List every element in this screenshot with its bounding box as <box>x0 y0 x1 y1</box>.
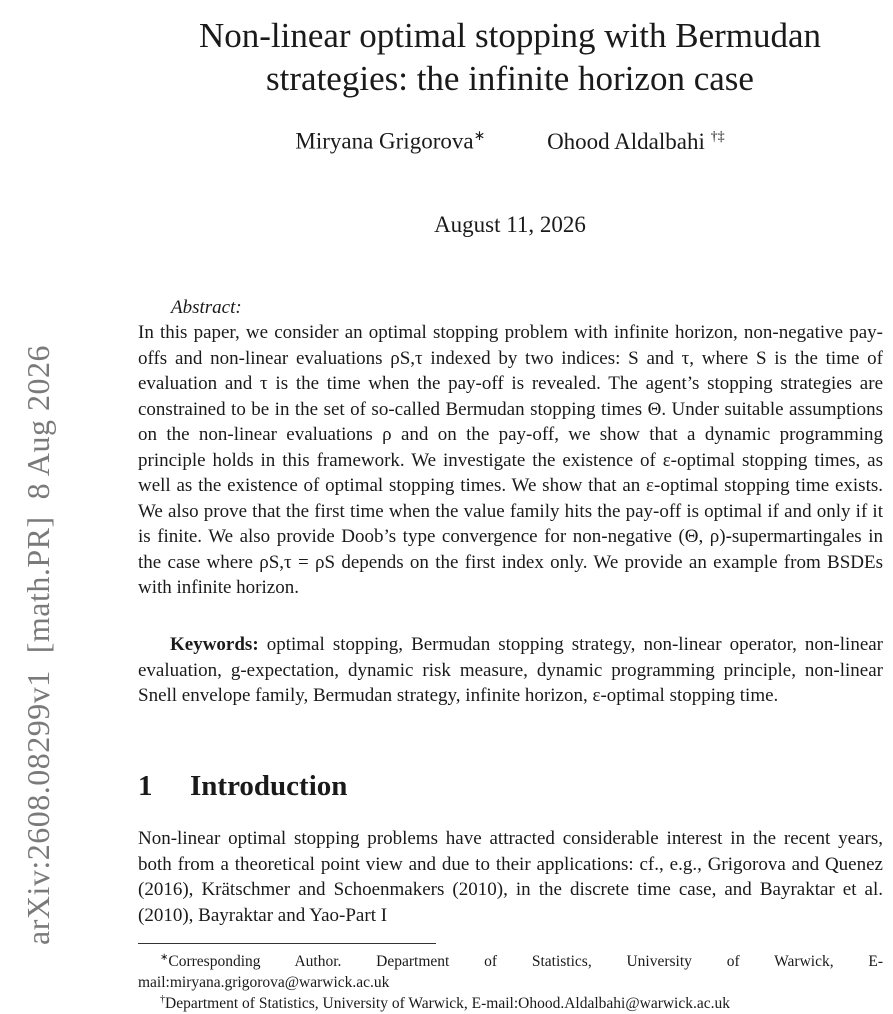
keywords-text: optimal stopping, Bermudan stopping strategy, non-linear operator, non-linear evaluation, g-expectation, dynamic risk measure, dynamic programming principle, non-linear Snell envelope family, Bermudan strategy, infinite horizon, ε-optimal stopping time. <box>138 634 884 706</box>
section-number: 1 <box>138 770 153 802</box>
footnote-mark: ∗ <box>160 952 169 963</box>
abstract-label: Abstract: <box>171 297 242 318</box>
paper-date: August 11, 2026 <box>434 212 586 237</box>
author-marks: ∗ <box>473 129 486 144</box>
author-2 <box>547 129 725 155</box>
footnote-mark: † <box>160 994 165 1005</box>
author-1 <box>295 128 485 155</box>
footnote-rule <box>138 943 436 944</box>
footnote-text: Corresponding Author. Department of Statistics, University of Warwick, E-mail:miryana.grigorova@warwick.ac.uk <box>138 953 883 992</box>
author-marks: †‡ <box>710 129 725 144</box>
author-list <box>130 128 890 155</box>
section-heading <box>138 770 347 803</box>
author-name: Ohood Aldalbahi <box>547 128 705 154</box>
introduction-text: Non-linear optimal stopping problems have attracted considerable interest in the recent years, both from a theoretical point view and due to their applications: cf., e.g., Grigorova and Quenez (2016), Krätschmer and Schoenmakers (2010), in the discrete time case, and Bayraktar et al. (2010), Bayraktar and Yao-Part I <box>138 828 883 926</box>
footnote-2 <box>138 989 883 1014</box>
paper-title: Non-linear optimal stopping with Bermudan strategies: the infinite horizon case <box>198 16 822 98</box>
section-title: Introduction <box>190 770 348 802</box>
author-name: Miryana Grigorova <box>295 128 474 154</box>
keywords-paragraph <box>138 632 883 709</box>
abstract-text: In this paper, we consider an optimal stopping problem with infinite horizon, non-negative pay-offs and non-linear evaluations ρS,τ indexed by two indices: S and τ, where S is the time of evaluation and τ is the time when the pay-off is revealed. The agent’s stopping strategies are constrained to be in the set of so-called Bermudan stopping times Θ. Under suitable assumptions on the non-linear evaluations ρ and on the pay-off, we show that a dynamic programming principle holds in this framework. We investigate the existence of ε-optimal stopping times, as well as the existence of optimal stopping times. We show that an ε-optimal stopping time exists. We also prove that the first time when the value family hits the pay-off is optimal if and only if it is finite. We also provide Doob’s type convergence for non-negative (Θ, ρ)-supermartingales in the case where ρS,τ = ρS depends on the first index only. We provide an example from BSDEs with infinite horizon. <box>138 322 883 598</box>
footnote-1 <box>138 947 883 993</box>
footnote-text: Department of Statistics, University of Warwick, E-mail:Ohood.Aldalbahi@warwick.ac.uk <box>165 995 731 1013</box>
keywords-label: Keywords: <box>170 634 259 655</box>
arxiv-stamp: arXiv:2608.08299v1 [math.PR] 8 Aug 2026 <box>20 344 56 945</box>
